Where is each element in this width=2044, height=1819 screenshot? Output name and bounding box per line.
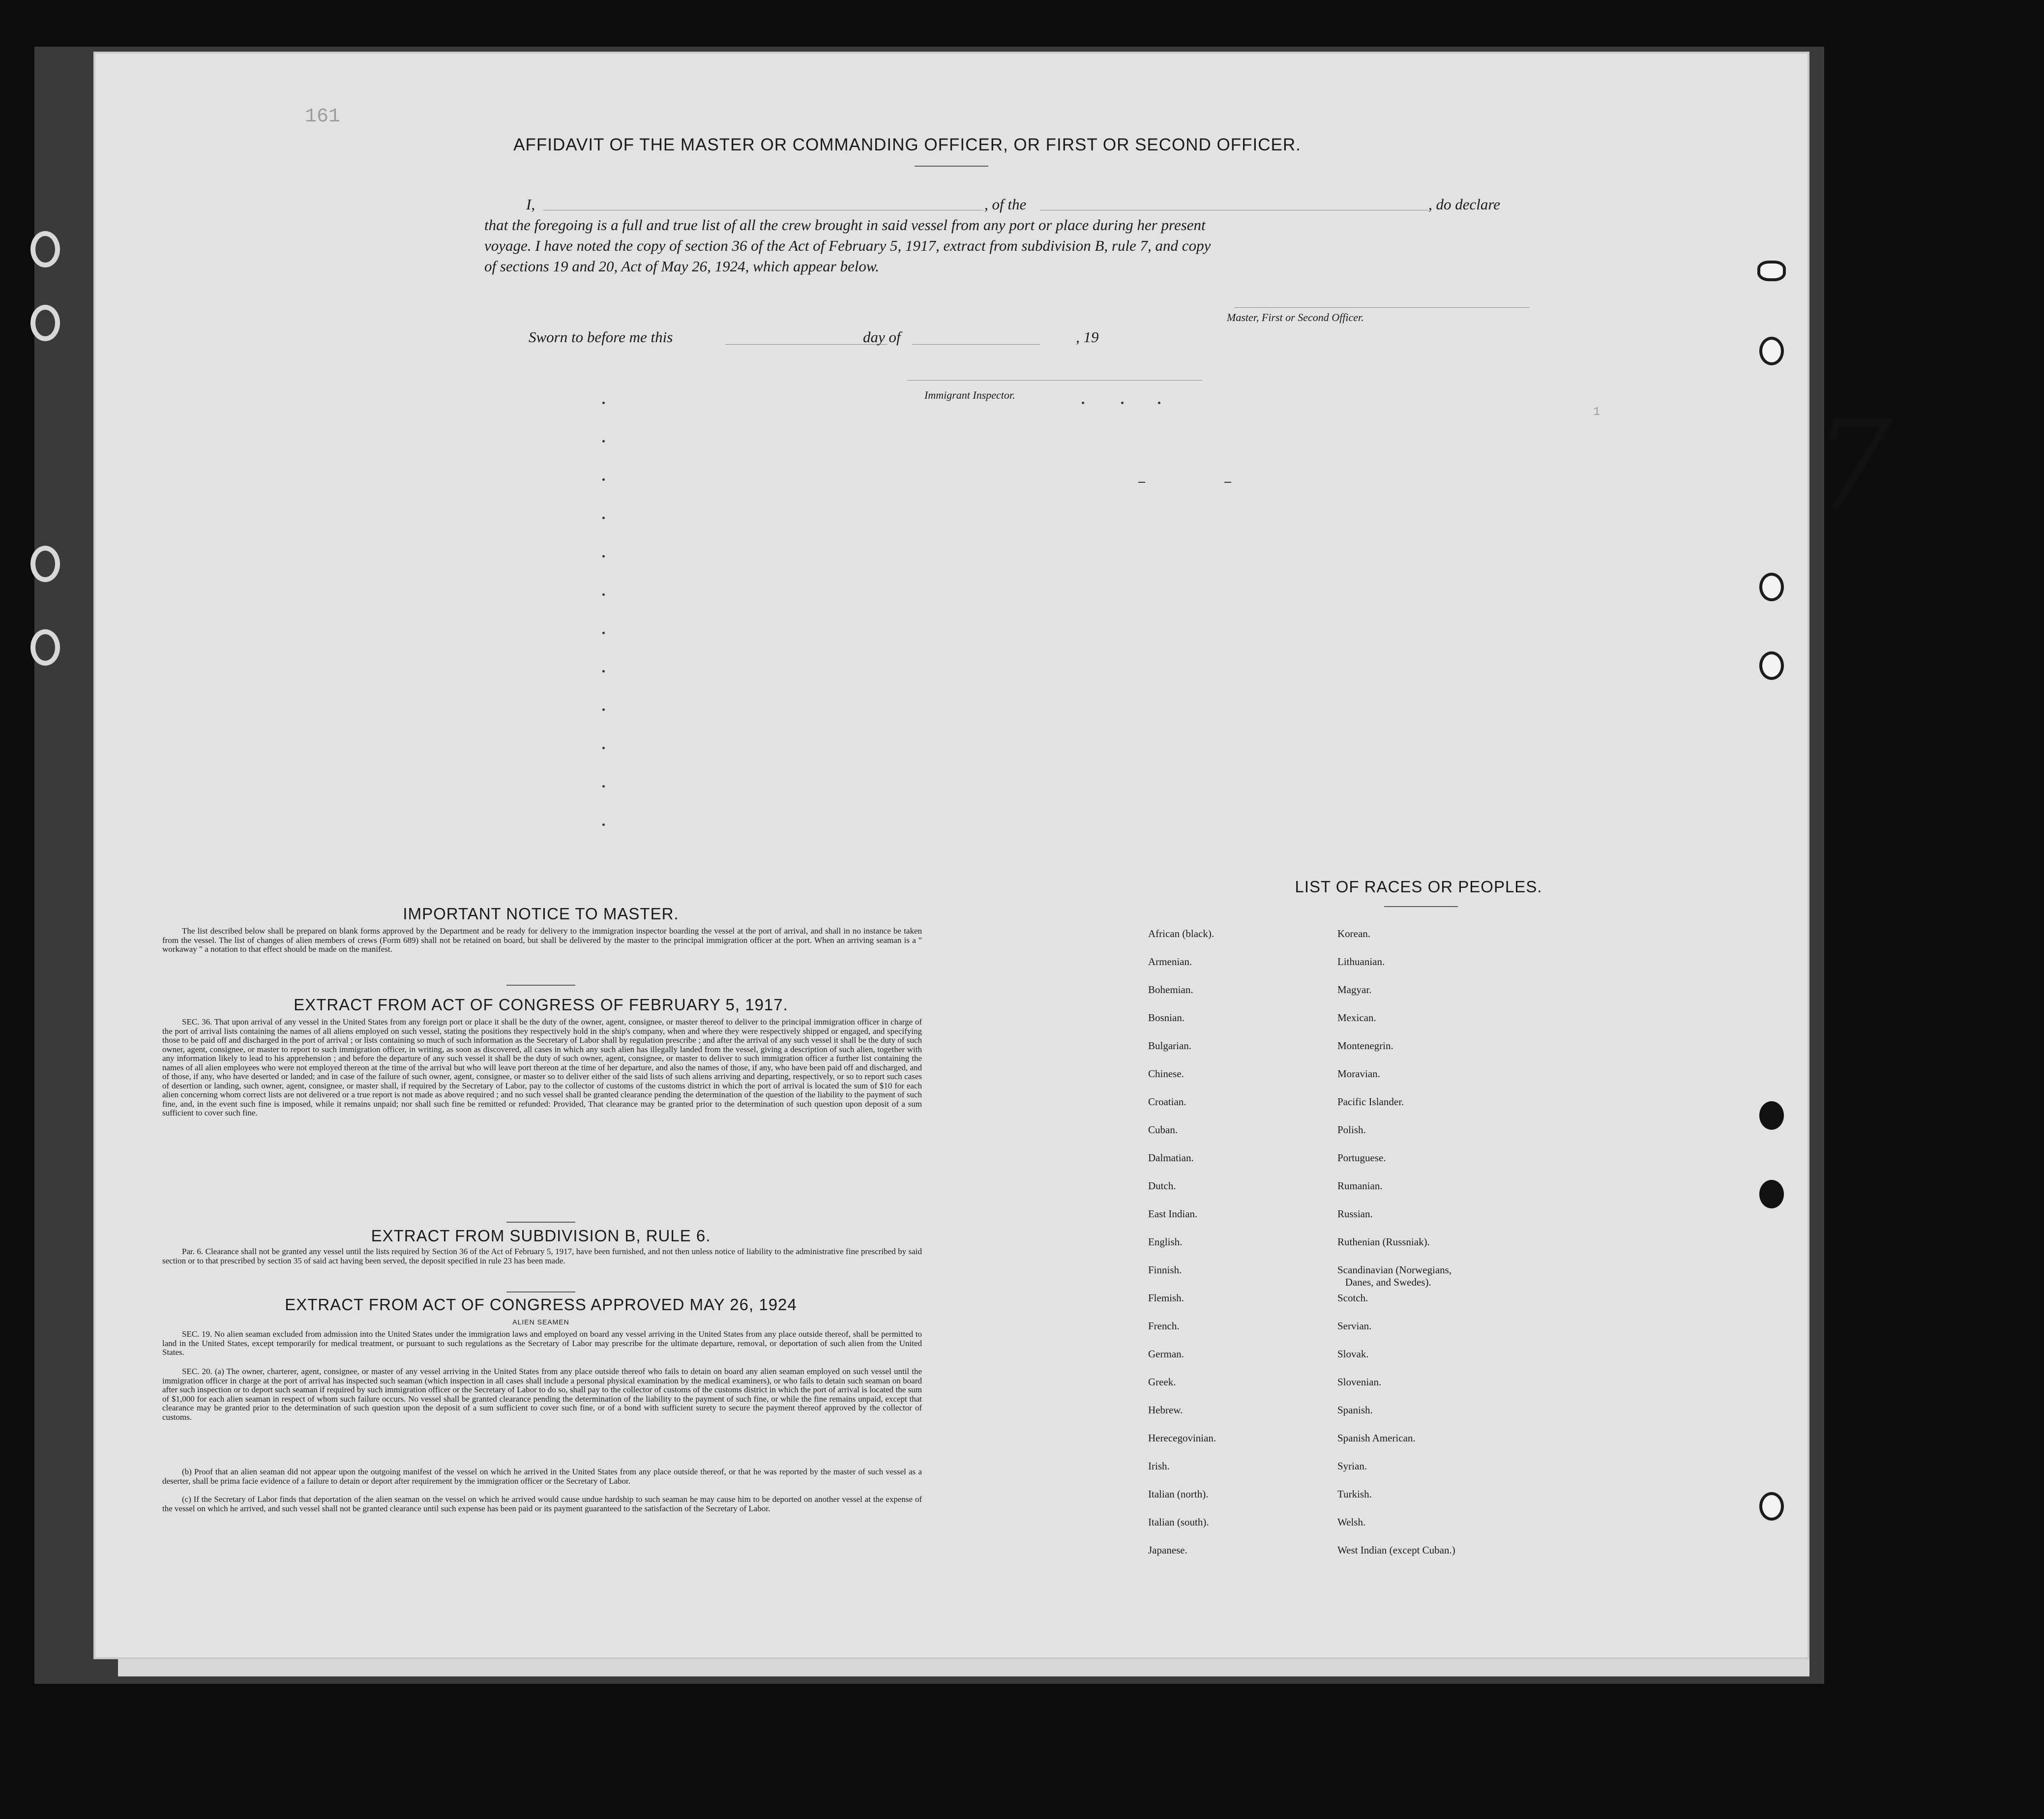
punch-hole	[1757, 261, 1786, 281]
punch-hole	[1759, 1180, 1784, 1208]
race-item: West Indian (except Cuban.)	[1337, 1544, 1455, 1556]
race-item: Turkish.	[1337, 1488, 1372, 1500]
race-item: Russian.	[1337, 1208, 1373, 1220]
year-label: , 19	[1076, 328, 1099, 346]
race-item: Italian (south).	[1148, 1516, 1209, 1528]
binder-hole	[30, 629, 60, 666]
race-item: Slovenian.	[1337, 1376, 1382, 1388]
race-item: Ruthenian (Russniak).	[1337, 1236, 1430, 1248]
race-item: German.	[1148, 1348, 1184, 1360]
race-item: Irish.	[1148, 1460, 1170, 1472]
race-item: Mexican.	[1337, 1012, 1376, 1024]
race-item: Scotch.	[1337, 1292, 1368, 1304]
race-item: Syrian.	[1337, 1460, 1367, 1472]
notice-title: IMPORTANT NOTICE TO MASTER.	[403, 905, 679, 923]
race-item: African (black).	[1148, 928, 1215, 939]
affidavit-line-2: that the foregoing is a full and true list of all the crew brought in said vessel from any port or place during her present	[484, 216, 1206, 234]
race-item: Lithuanian.	[1337, 956, 1385, 968]
race-item: Finnish.	[1148, 1264, 1182, 1276]
dot-mark	[602, 402, 605, 404]
dash-mark	[1224, 482, 1231, 483]
sec20a-body: SEC. 20. (a) The owner, charterer, agent, consignee, or master of any vessel arriving in the United States from any place outside thereof who fails to detain on board any alien seaman employed on such vessel until the immigration officer in charge at the port of arrival has inspected such seaman (which inspection in all cases shall include a personal physical examination by the medical examiners), or who fails to detain such seaman on board after such inspection or to deport such seaman if required by such immigration officer or the Secretary of Labor to do so, shall pay to the collector of customs of the customs district in which the port of arrival is located the sum of $1,000 for each alien seaman in respect of whom such failure occurs. No vessel shall be granted clearance pending the determination of the liability to the payment of such fine, or while the fine remains unpaid, except that clearance may be granted prior to the determination of such question upon the deposit of a sum sufficient to cover such fine, or of a bond with sufficient surety to secure the payment thereof approved by the collector of customs.	[162, 1367, 922, 1422]
race-item: Bosnian.	[1148, 1012, 1185, 1024]
dot-mark	[602, 555, 605, 557]
divider	[506, 985, 575, 986]
divider	[506, 1222, 575, 1223]
dot-mark	[602, 632, 605, 634]
extract-1917-title: EXTRACT FROM ACT OF CONGRESS OF FEBRUARY 5, 1917.	[294, 996, 788, 1014]
race-item: Spanish American.	[1337, 1432, 1416, 1444]
dot-mark	[602, 478, 605, 481]
race-item: Polish.	[1337, 1124, 1366, 1136]
affidavit-of-the: , of the	[984, 196, 1027, 213]
races-title: LIST OF RACES OR PEOPLES.	[1295, 878, 1542, 896]
affidavit-line-3: voyage. I have noted the copy of section 36 of the Act of February 5, 1917, extract from subdivision B, rule 7, and copy	[484, 237, 1211, 254]
race-item: French.	[1148, 1320, 1180, 1332]
sec19-body: SEC. 19. No alien seaman excluded from admission into the United States under the immigration laws and employed on board any vessel arriving in the United States from any place outside thereof, shall be permitted to land in the United States, except temporarily for medical treatment, or pursuant to such regulations as the Secretary of Labor may prescribe for the ultimate departure, removal, or deportation of such alien from the United States.	[162, 1329, 922, 1357]
race-item: Armenian.	[1148, 956, 1192, 968]
sec20c-body: (c) If the Secretary of Labor finds that deportation of the alien seaman on the vessel on which he arrived would cause undue hardship to such seaman he may cause him to be deported on another vessel at the expense of the vessel on which he arrived, and such vessel shall not be granted clearance until such expense has been paid or its payment guaranteed to the satisfaction of the Secretary of Labor.	[162, 1495, 922, 1513]
race-item: Spanish.	[1337, 1404, 1373, 1416]
race-item: Welsh.	[1337, 1516, 1366, 1528]
dot-mark	[602, 747, 605, 749]
race-item: Servian.	[1337, 1320, 1372, 1332]
race-item: Bulgarian.	[1148, 1040, 1192, 1052]
day-of-label: day of	[863, 328, 901, 346]
race-item: Scandinavian (Norwegians, Danes, and Swedes).	[1337, 1264, 1452, 1288]
race-item: Moravian.	[1337, 1068, 1380, 1080]
dot-mark	[602, 440, 605, 442]
races-divider	[1384, 906, 1458, 907]
race-item: Hebrew.	[1148, 1404, 1183, 1416]
race-item: Cuban.	[1148, 1124, 1178, 1136]
inspector-caption: Immigrant Inspector.	[924, 389, 1015, 401]
extract-1924-title: EXTRACT FROM ACT OF CONGRESS APPROVED MAY 26, 1924	[285, 1295, 797, 1314]
rule6-title: EXTRACT FROM SUBDIVISION B, RULE 6.	[371, 1227, 711, 1245]
master-caption: Master, First or Second Officer.	[1227, 311, 1364, 323]
punch-hole	[1759, 337, 1784, 365]
binder-hole	[30, 305, 60, 341]
divider	[506, 1291, 575, 1292]
dot-mark	[602, 785, 605, 788]
dot-mark	[602, 670, 605, 673]
race-item: Magyar.	[1337, 984, 1372, 996]
dot-mark	[602, 708, 605, 711]
binder-hole	[30, 546, 60, 582]
race-item: East Indian.	[1148, 1208, 1198, 1220]
affidavit-title: AFFIDAVIT OF THE MASTER OR COMMANDING OFFICER, OR FIRST OR SECOND OFFICER.	[513, 135, 1301, 154]
rule6-body: Par. 6. Clearance shall not be granted any vessel until the lists required by Section 36 of the Act of February 5, 1917, have been furnished, and not then unless notice of liability to the administrative fine prescribed by said section or to that prescribed by section 35 of said act having been served, the deposit specified in rule 23 has been made.	[162, 1247, 922, 1265]
dot-mark	[602, 593, 605, 596]
race-item: Croatian.	[1148, 1096, 1186, 1108]
binder-hole	[30, 231, 60, 267]
affidavit-do-declare: , do declare	[1428, 196, 1501, 213]
sec20b-body: (b) Proof that an alien seaman did not appear upon the outgoing manifest of the vessel on which he arrived in the United States from any place outside thereof, or that he was reported by the master of such vessel as a deserter, shall be prima facie evidence of a failure to detain or deport after requirement by the immigration officer or the Secretary of Labor.	[162, 1467, 922, 1486]
race-item: Portuguese.	[1337, 1152, 1386, 1164]
race-item: Korean.	[1337, 928, 1371, 939]
sworn-label: Sworn to before me this	[529, 328, 673, 346]
punch-hole	[1759, 1101, 1784, 1130]
dot-mark	[602, 517, 605, 519]
race-item: Chinese.	[1148, 1068, 1184, 1080]
affidavit-i-label: I,	[526, 196, 535, 213]
race-item: Dalmatian.	[1148, 1152, 1194, 1164]
title-divider	[915, 166, 988, 167]
race-item: Slovak.	[1337, 1348, 1369, 1360]
race-item: Greek.	[1148, 1376, 1176, 1388]
race-item: Bohemian.	[1148, 984, 1193, 996]
dot-mark	[602, 823, 605, 826]
punch-hole	[1759, 651, 1784, 680]
document-page	[93, 52, 1809, 1659]
sworn-month-blank	[912, 344, 1040, 345]
race-item: English.	[1148, 1236, 1183, 1248]
notice-body: The list described below shall be prepared on blank forms approved by the Department and be ready for delivery to the immigration inspector boarding the vessel at the port of arrival, and shall in no instance be taken from the vessel. The list of changes of alien members of crews (Form 689) shall not be retained on board, but shall be delivered by the master to the principal immigration officer at the port. When an arriving seaman is a " workaway " a notation to that effect should be made on the manifest.	[162, 926, 922, 954]
race-item: Italian (north).	[1148, 1488, 1209, 1500]
dash-mark	[1138, 482, 1145, 483]
dot-mark	[1158, 402, 1160, 404]
race-item: Dutch.	[1148, 1180, 1176, 1192]
punch-hole	[1759, 573, 1784, 601]
punch-hole	[1759, 1492, 1784, 1521]
dot-mark	[1121, 402, 1124, 404]
affidavit-line-4: of sections 19 and 20, Act of May 26, 1924, which appear below.	[484, 258, 880, 275]
inspector-line	[907, 380, 1202, 381]
race-item: Rumanian.	[1337, 1180, 1383, 1192]
race-item: Flemish.	[1148, 1292, 1184, 1304]
bleed-through-page-number: 161	[305, 106, 341, 128]
handwritten-mark: 7	[1814, 393, 1893, 536]
race-item: Herecegovinian.	[1148, 1432, 1216, 1444]
race-item: Pacific Islander.	[1337, 1096, 1404, 1108]
extract-1924-subtitle: ALIEN SEAMEN	[512, 1318, 569, 1326]
bleed-through-text: 1	[1593, 406, 1600, 419]
dot-mark	[1082, 402, 1084, 404]
race-item: Japanese.	[1148, 1544, 1187, 1556]
race-item: Montenegrin.	[1337, 1040, 1393, 1052]
extract-1917-body: SEC. 36. That upon arrival of any vessel in the United States from any foreign port or place it shall be the duty of the owner, agent, consignee, or master thereof to deliver to the principal immigration officer in charge of the port of arrival lists containing the names of all aliens employed on such vessel, stating the positions they respectively hold in the ship's company, when and where they were respectively shipped or engaged, and specifying those to be paid off and discharged in the port of arrival ; or lists containing so much of such information as the Secretary of Labor shall by regulation prescribe ; and after the arrival of any such vessel it shall be the duty of such owner, agent, consignee, or master to report to such immigration officer, in writing, as soon as discovered, all cases in which any such alien has illegally landed from the vessel, giving a description of such alien, together with any information likely to lead to his apprehension ; and before the departure of any such vessel it shall be the duty of such owner, agent, consignee, or master to deliver to such immigration officer a further list containing the names of all alien employees who were not employed thereon at the time of the arrival but who will leave port thereon at the time of her departure, and also the names of those, if any, who have been paid off and discharged, and of those, if any, who have deserted or landed; and in case of the failure of such owner, agent, consignee, or master so to deliver either of the said lists of such aliens arriving and departing, respectively, or so to report such cases of desertion or landing, such owner, agent, consignee, or master shall, if required by the Secretary of Labor, pay to the collector of customs of the customs district in which the port of arrival is located the sum of $10 for each alien concerning whom correct lists are not delivered or a true report is not made as above required ; and no such vessel shall be granted clearance pending the determination of the question of the liability to the payment of such fine, and, in the event such fine is imposed, while it remains unpaid; nor shall such fine be remitted or refunded: Provided, That clearance may be granted prior to the determination of such question upon deposit of a sum sufficient to cover such fine.	[162, 1017, 922, 1117]
